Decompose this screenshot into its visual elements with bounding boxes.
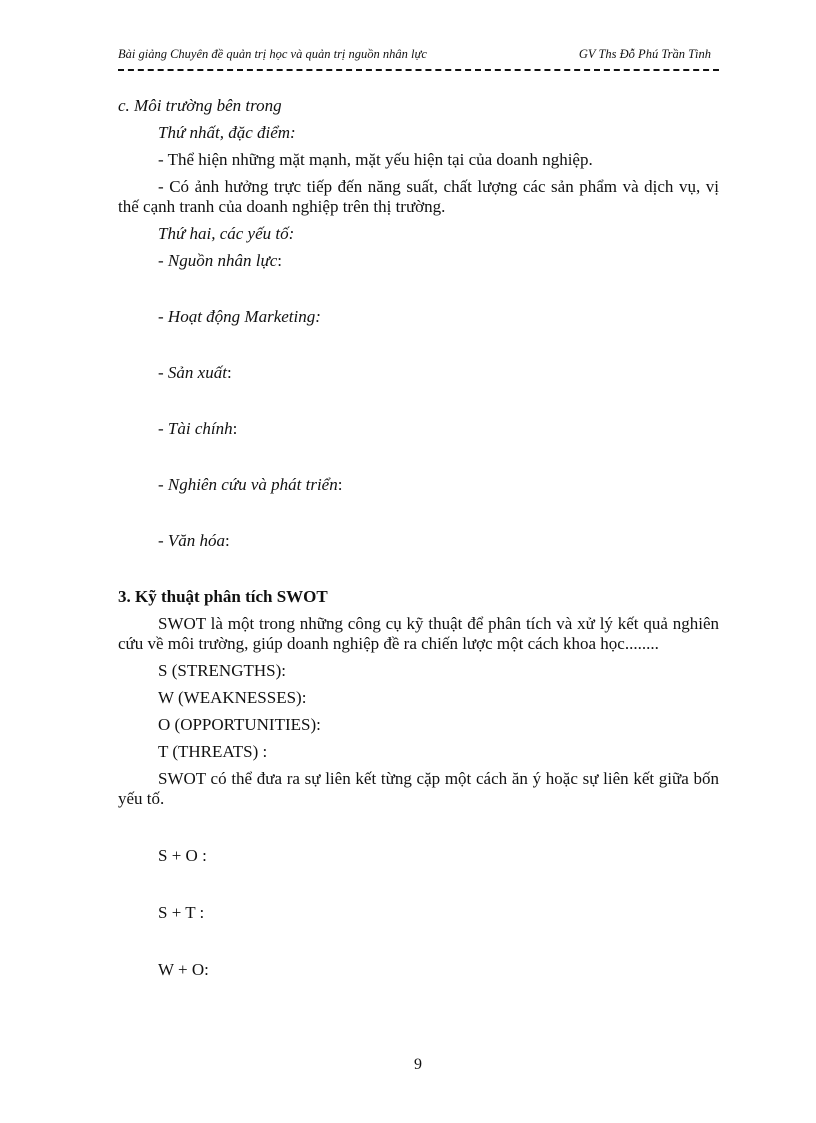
combo-s-o: S + O : [158, 846, 207, 865]
factor-label: - Tài chính [158, 419, 233, 438]
factor-colon: : [277, 251, 283, 270]
header-dashed-rule [118, 69, 719, 71]
first-item-2: - Có ảnh hưởng trực tiếp đến năng suất, chất lượng các sản phẩm và dịch vụ, vị thế cạnh tranh của doanh nghiệp trên thị trường. [118, 177, 719, 216]
factor-label: - Nghiên cứu và phát triển [158, 475, 338, 494]
factor-production [118, 363, 719, 383]
factor-marketing [118, 307, 719, 327]
page-number: 9 [414, 1056, 422, 1073]
swot-opportunities: O (OPPORTUNITIES): [158, 715, 321, 734]
header-lecturer: GV Ths Đỗ Phú Trần Tình [578, 47, 711, 61]
body-text [118, 96, 719, 987]
swot-strengths: S (STRENGTHS): [158, 661, 286, 680]
first-heading: Thứ nhất, đặc điểm: [158, 123, 296, 142]
combo-w-o: W + O: [158, 960, 209, 979]
factor-colon: : [225, 531, 230, 550]
factor-label: - Văn hóa [158, 531, 226, 550]
second-heading: Thứ hai, các yếu tố: [158, 224, 295, 243]
factor-colon: : [232, 419, 238, 438]
factor-label: - Sản xuất [158, 363, 227, 382]
first-item-1: - Thể hiện những mặt mạnh, mặt yếu hiện tại của doanh nghiệp. [158, 150, 593, 169]
factor-colon: : [226, 363, 232, 382]
swot-intro: SWOT là một trong những công cụ kỹ thuật để phân tích và xử lý kết quả nghiên cứu về môi trường, giúp doanh nghiệp đề ra chiến lược một cách khoa học........ [118, 614, 719, 653]
combo-s-t: S + T : [158, 903, 205, 922]
section-c-title: c. Môi trường bên trong [118, 96, 282, 115]
factor-colon: : [337, 475, 343, 494]
factor-human-resources [118, 251, 719, 271]
running-header [118, 47, 719, 67]
factor-culture [118, 531, 719, 551]
factor-research [118, 475, 719, 495]
factor-finance [118, 419, 719, 439]
header-course-title: Bài giảng Chuyên đề quản trị học và quản trị nguồn nhân lực [118, 47, 427, 61]
factor-label: - Hoạt động Marketing: [158, 307, 321, 326]
swot-weaknesses: W (WEAKNESSES): [158, 688, 307, 707]
swot-threats: T (THREATS) : [158, 742, 268, 761]
section-3-title: 3. Kỹ thuật phân tích SWOT [118, 587, 328, 606]
swot-combination-text: SWOT có thể đưa ra sự liên kết từng cặp một cách ăn ý hoặc sự liên kết giữa bốn yếu tố. [118, 769, 719, 808]
factor-label: - Nguồn nhân lực [158, 251, 278, 270]
